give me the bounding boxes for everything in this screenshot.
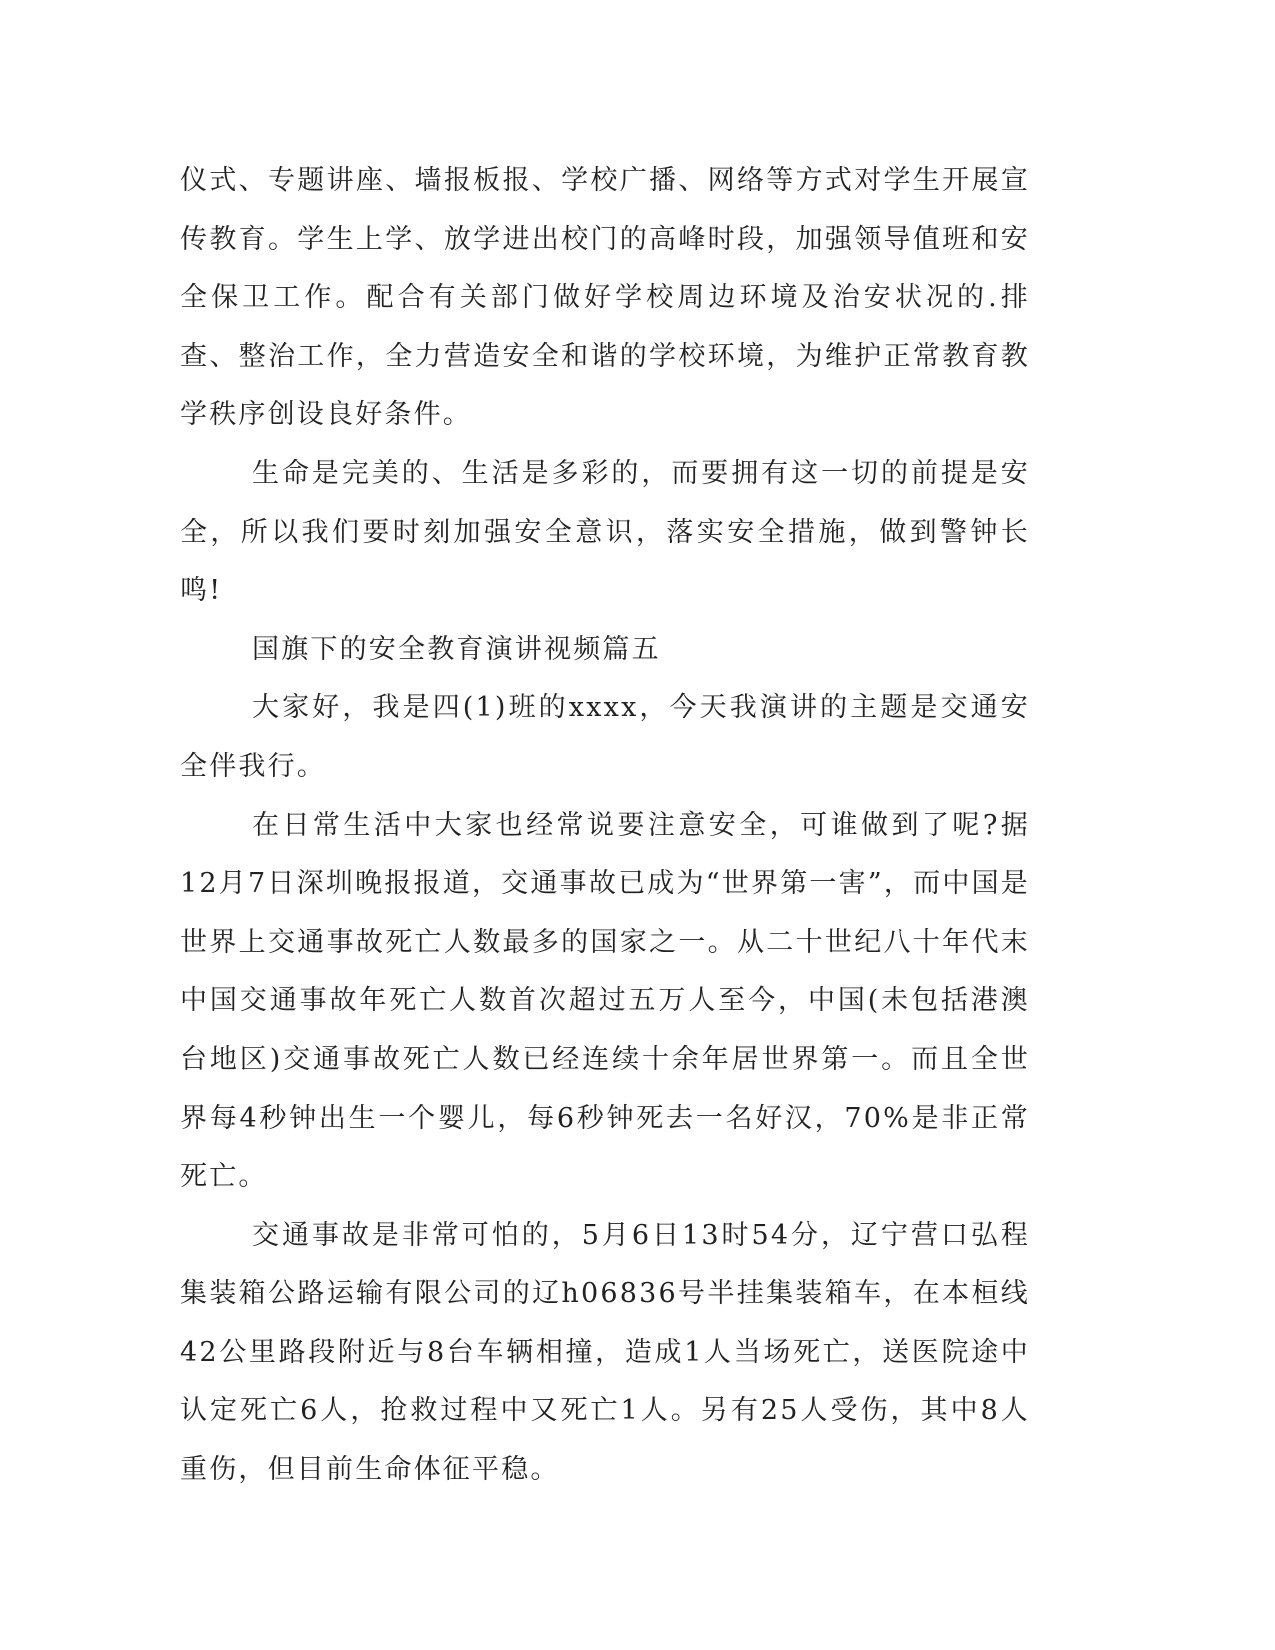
paragraph-traffic-statistics: 在日常生活中大家也经常说要注意安全，可谁做到了呢?据12月7日深圳晚报报道，交通事故已成为“世界第一害”，而中国是世界上交通事故死亡人数最多的国家之一。从二十世纪八十年代末中国交通事故年死亡人数首次超过五万人至今，中国(未包括港澳台地区)交通事故死亡人数已经连续十余年居世界第一。而且全世界每4秒钟出生一个婴儿，每6秒钟死去一名好汉，70%是非正常死亡。 (180, 809, 1030, 1193)
paragraph-accident-example: 交通事故是非常可怕的，5月6日13时54分，辽宁营口弘程集装箱公路运输有限公司的辽h06836号半挂集装箱车，在本桓线42公里路段附近与8台车辆相撞，造成1人当场死亡，送医院途中认定死亡6人，抢救过程中又死亡1人。另有25人受伤，其中8人重伤，但目前生命体征平稳。 (180, 1219, 1030, 1486)
paragraph-greeting: 大家好，我是四(1)班的xxxx，今天我演讲的主题是交通安全伴我行。 (180, 692, 1030, 782)
document-page (180, 152, 1030, 1552)
section-heading-speech-five: 国旗下的安全教育演讲视频篇五 (252, 633, 661, 665)
paragraph-safety-measures: 仪式、专题讲座、墙报板报、学校广播、网络等方式对学生开展宣传教育。学生上学、放学进出校门的高峰时段，加强领导值班和安全保卫工作。配合有关部门做好学校周边环境及治安状况的.排查、整治工作，全力营造安全和谐的学校环境，为维护正常教育教学秩序创设良好条件。 (180, 165, 1030, 431)
paragraph-life-is-beautiful: 生命是完美的、生活是多彩的，而要拥有这一切的前提是安全，所以我们要时刻加强安全意识，落实安全措施，做到警钟长鸣! (180, 457, 1030, 607)
